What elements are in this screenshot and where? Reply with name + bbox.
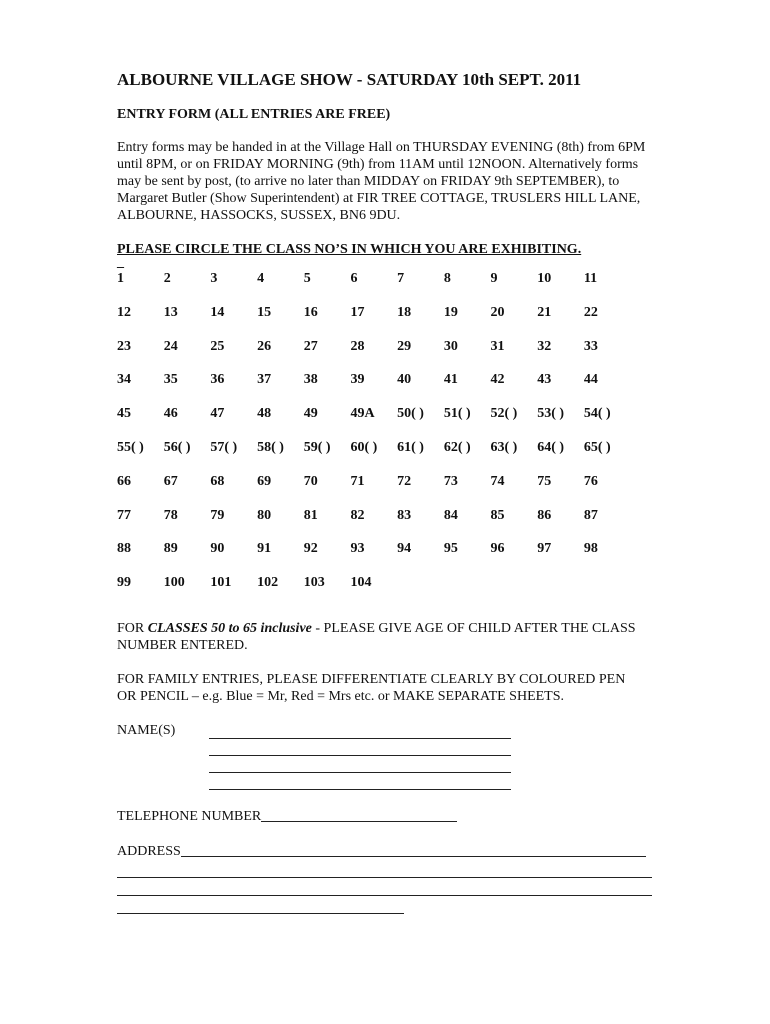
class-number[interactable]: 10 bbox=[537, 271, 552, 286]
class-number[interactable]: 94 bbox=[397, 541, 412, 557]
address-label: ADDRESS bbox=[117, 843, 181, 859]
class-number[interactable]: 22 bbox=[583, 304, 598, 320]
name-field-line-1[interactable] bbox=[209, 722, 511, 739]
class-number[interactable]: 54( ) bbox=[583, 406, 611, 422]
class-number[interactable]: 86 bbox=[537, 507, 552, 523]
class-number[interactable]: 81 bbox=[303, 507, 318, 523]
class-number[interactable]: 39 bbox=[350, 372, 365, 388]
class-number[interactable]: 68 bbox=[210, 473, 225, 489]
class-number[interactable]: 97 bbox=[537, 541, 552, 557]
class-number[interactable]: 69 bbox=[257, 473, 272, 489]
class-number[interactable]: 78 bbox=[163, 507, 178, 523]
class-number[interactable]: 58( ) bbox=[257, 439, 284, 455]
stray-underscore-mark: _ bbox=[117, 255, 124, 270]
class-number[interactable]: 23 bbox=[117, 338, 131, 354]
names-lines bbox=[209, 722, 511, 790]
class-number[interactable]: 13 bbox=[163, 304, 178, 320]
class-number[interactable]: 98 bbox=[583, 541, 598, 557]
class-number[interactable]: 21 bbox=[537, 304, 552, 320]
class-number[interactable]: 91 bbox=[257, 541, 272, 557]
name-field-line-2[interactable] bbox=[209, 739, 511, 756]
class-number[interactable]: 45 bbox=[117, 406, 131, 422]
class-number[interactable]: 12 bbox=[117, 304, 131, 320]
class-number[interactable]: 85 bbox=[490, 507, 505, 523]
class-number[interactable]: 34 bbox=[117, 372, 131, 388]
class-number[interactable]: 46 bbox=[163, 406, 178, 422]
telephone-field-line[interactable] bbox=[261, 807, 457, 822]
class-number[interactable]: 24 bbox=[163, 338, 178, 354]
class-number[interactable]: 61( ) bbox=[397, 439, 424, 455]
class-number[interactable]: 9 bbox=[490, 271, 498, 286]
class-number[interactable]: 71 bbox=[350, 473, 365, 489]
class-number[interactable]: 59( ) bbox=[303, 439, 331, 455]
class-number[interactable]: 101 bbox=[210, 575, 232, 591]
class-number[interactable]: 35 bbox=[163, 372, 178, 388]
address-section bbox=[117, 842, 770, 860]
class-number[interactable]: 4 bbox=[257, 271, 265, 286]
class-number[interactable]: 26 bbox=[257, 338, 272, 354]
class-number[interactable]: 64( ) bbox=[537, 439, 565, 455]
class-number[interactable]: 104 bbox=[350, 575, 372, 591]
class-number[interactable]: 103 bbox=[303, 575, 325, 591]
names-section bbox=[117, 722, 770, 790]
class-number[interactable]: 16 bbox=[303, 304, 318, 320]
class-row bbox=[117, 507, 770, 541]
class-number[interactable]: 52( ) bbox=[490, 406, 518, 422]
class-number[interactable]: 65( ) bbox=[583, 439, 611, 455]
class-number[interactable]: 7 bbox=[397, 271, 405, 286]
class-number[interactable]: 57( ) bbox=[210, 439, 238, 455]
class-number[interactable]: 51( ) bbox=[443, 406, 471, 422]
class-number[interactable]: 99 bbox=[117, 575, 131, 591]
class-row bbox=[117, 540, 770, 574]
class-number[interactable]: 29 bbox=[397, 338, 412, 354]
class-number[interactable]: 60( ) bbox=[350, 439, 378, 455]
class-row bbox=[117, 338, 770, 372]
class-number[interactable]: 11 bbox=[583, 271, 598, 286]
class-number[interactable]: 75 bbox=[537, 473, 552, 489]
class-number[interactable]: 56( ) bbox=[163, 439, 191, 455]
address-field-line-3[interactable] bbox=[117, 878, 652, 896]
class-number[interactable]: 88 bbox=[117, 541, 131, 557]
class-number[interactable]: 2 bbox=[163, 271, 171, 286]
class-number[interactable]: 102 bbox=[257, 575, 279, 591]
class-number[interactable]: 66 bbox=[117, 473, 131, 489]
name-field-line-4[interactable] bbox=[209, 773, 511, 790]
class-number[interactable]: 38 bbox=[303, 372, 318, 388]
class-number[interactable]: 63( ) bbox=[490, 439, 518, 455]
class-number[interactable]: 42 bbox=[490, 372, 505, 388]
class-number[interactable]: 41 bbox=[443, 372, 458, 388]
class-row bbox=[117, 439, 770, 473]
class-number[interactable]: 89 bbox=[163, 541, 178, 557]
name-field-line-3[interactable] bbox=[209, 756, 511, 773]
class-number[interactable]: 92 bbox=[303, 541, 318, 557]
class-number[interactable]: 19 bbox=[443, 304, 458, 320]
class-number[interactable]: 90 bbox=[210, 541, 225, 557]
class-number[interactable]: 74 bbox=[490, 473, 505, 489]
class-number[interactable]: 93 bbox=[350, 541, 365, 557]
intro-paragraph: Entry forms may be handed in at the Village Hall on THURSDAY EVENING (8th) from 6PM until 8PM, or on FRIDAY MORNING (9th) from 11AM until 12NOON. Alternatively forms may be sent by post, (to arrive no later than MIDDAY on FRIDAY 9th SEPTEMBER), to Margaret Butler (Show Superintendent) at FIR TREE COTTAGE, TRUSLERS HILL LANE, ALBOURNE, HASSOCKS, SUSSEX, BN6 9DU. bbox=[117, 140, 646, 223]
class-number[interactable]: 79 bbox=[210, 507, 225, 523]
class-number[interactable]: 55( ) bbox=[117, 439, 144, 455]
class-number[interactable]: 18 bbox=[397, 304, 412, 320]
class-number[interactable]: 28 bbox=[350, 338, 365, 354]
children-note-suffix: - PLEASE GIVE AGE OF CHILD AFTER THE CLASS NUMBER ENTERED. bbox=[117, 620, 636, 653]
class-number[interactable]: 70 bbox=[303, 473, 318, 489]
class-number[interactable]: 62( ) bbox=[443, 439, 471, 455]
class-number[interactable]: 15 bbox=[257, 304, 272, 320]
class-number[interactable]: 5 bbox=[303, 271, 311, 286]
class-number[interactable]: 53( ) bbox=[537, 406, 565, 422]
class-number[interactable]: 40 bbox=[397, 372, 412, 388]
telephone-label: TELEPHONE NUMBER bbox=[117, 808, 262, 824]
address-field-line-4[interactable] bbox=[117, 896, 404, 914]
class-circle-heading: PLEASE CIRCLE THE CLASS NO’S IN WHICH YOU ARE EXHIBITING. bbox=[117, 242, 582, 257]
class-number[interactable]: 67 bbox=[163, 473, 178, 489]
class-number[interactable]: 31 bbox=[490, 338, 505, 354]
class-number[interactable]: 96 bbox=[490, 541, 505, 557]
class-row bbox=[117, 574, 770, 608]
class-number[interactable]: 3 bbox=[210, 271, 218, 286]
document-subtitle: ENTRY FORM (ALL ENTRIES ARE FREE) bbox=[117, 107, 391, 122]
class-number[interactable]: 47 bbox=[210, 406, 225, 422]
class-number[interactable]: 82 bbox=[350, 507, 365, 523]
class-number[interactable]: 49 bbox=[303, 406, 318, 422]
class-number[interactable]: 37 bbox=[257, 372, 272, 388]
children-note-emphasis: CLASSES 50 to 65 inclusive bbox=[147, 620, 312, 636]
class-number[interactable]: 83 bbox=[397, 507, 412, 523]
class-number[interactable]: 43 bbox=[537, 372, 552, 388]
children-classes-note bbox=[117, 620, 657, 654]
class-row bbox=[117, 270, 770, 304]
telephone-section bbox=[117, 807, 770, 825]
class-number[interactable]: 84 bbox=[443, 507, 458, 523]
class-number[interactable]: 87 bbox=[583, 507, 598, 523]
class-row bbox=[117, 405, 770, 439]
class-number[interactable]: 48 bbox=[257, 406, 272, 422]
class-number[interactable]: 1 bbox=[117, 271, 124, 286]
class-number[interactable]: 30 bbox=[443, 338, 458, 354]
class-number[interactable]: 50( ) bbox=[397, 406, 424, 422]
class-number[interactable]: 6 bbox=[350, 271, 358, 286]
class-number[interactable]: 32 bbox=[537, 338, 552, 354]
class-number[interactable]: 8 bbox=[443, 271, 451, 286]
class-row bbox=[117, 371, 770, 405]
class-number[interactable]: 44 bbox=[583, 372, 598, 388]
class-number[interactable]: 36 bbox=[210, 372, 225, 388]
class-number[interactable]: 20 bbox=[490, 304, 505, 320]
class-number[interactable]: 14 bbox=[210, 304, 225, 320]
children-note-prefix: FOR bbox=[117, 620, 148, 636]
class-number[interactable]: 76 bbox=[583, 473, 598, 489]
class-number[interactable]: 25 bbox=[210, 338, 225, 354]
class-number[interactable]: 27 bbox=[303, 338, 318, 354]
class-number[interactable]: 73 bbox=[443, 473, 458, 489]
address-field-line-2[interactable] bbox=[117, 860, 652, 878]
class-number[interactable]: 95 bbox=[443, 541, 458, 557]
address-field-line-1[interactable] bbox=[181, 842, 646, 857]
class-number[interactable]: 33 bbox=[583, 338, 598, 354]
class-number[interactable]: 80 bbox=[257, 507, 272, 523]
document-title: ALBOURNE VILLAGE SHOW - SATURDAY 10th SEPT. 2011 bbox=[117, 70, 582, 89]
class-row bbox=[117, 304, 770, 338]
names-label: NAME(S) bbox=[117, 722, 176, 738]
class-number[interactable]: 100 bbox=[163, 575, 185, 591]
class-number[interactable]: 17 bbox=[350, 304, 365, 320]
class-number[interactable]: 77 bbox=[117, 507, 131, 523]
class-number-grid bbox=[117, 270, 770, 608]
family-entries-note: FOR FAMILY ENTRIES, PLEASE DIFFERENTIATE CLEARLY BY COLOURED PEN OR PENCIL – e.g. Blue = Mr, Red = Mrs etc. or MAKE SEPARATE SHEETS. bbox=[117, 671, 626, 704]
class-row bbox=[117, 473, 770, 507]
class-number[interactable]: 49A bbox=[350, 406, 375, 422]
class-number[interactable]: 72 bbox=[397, 473, 412, 489]
